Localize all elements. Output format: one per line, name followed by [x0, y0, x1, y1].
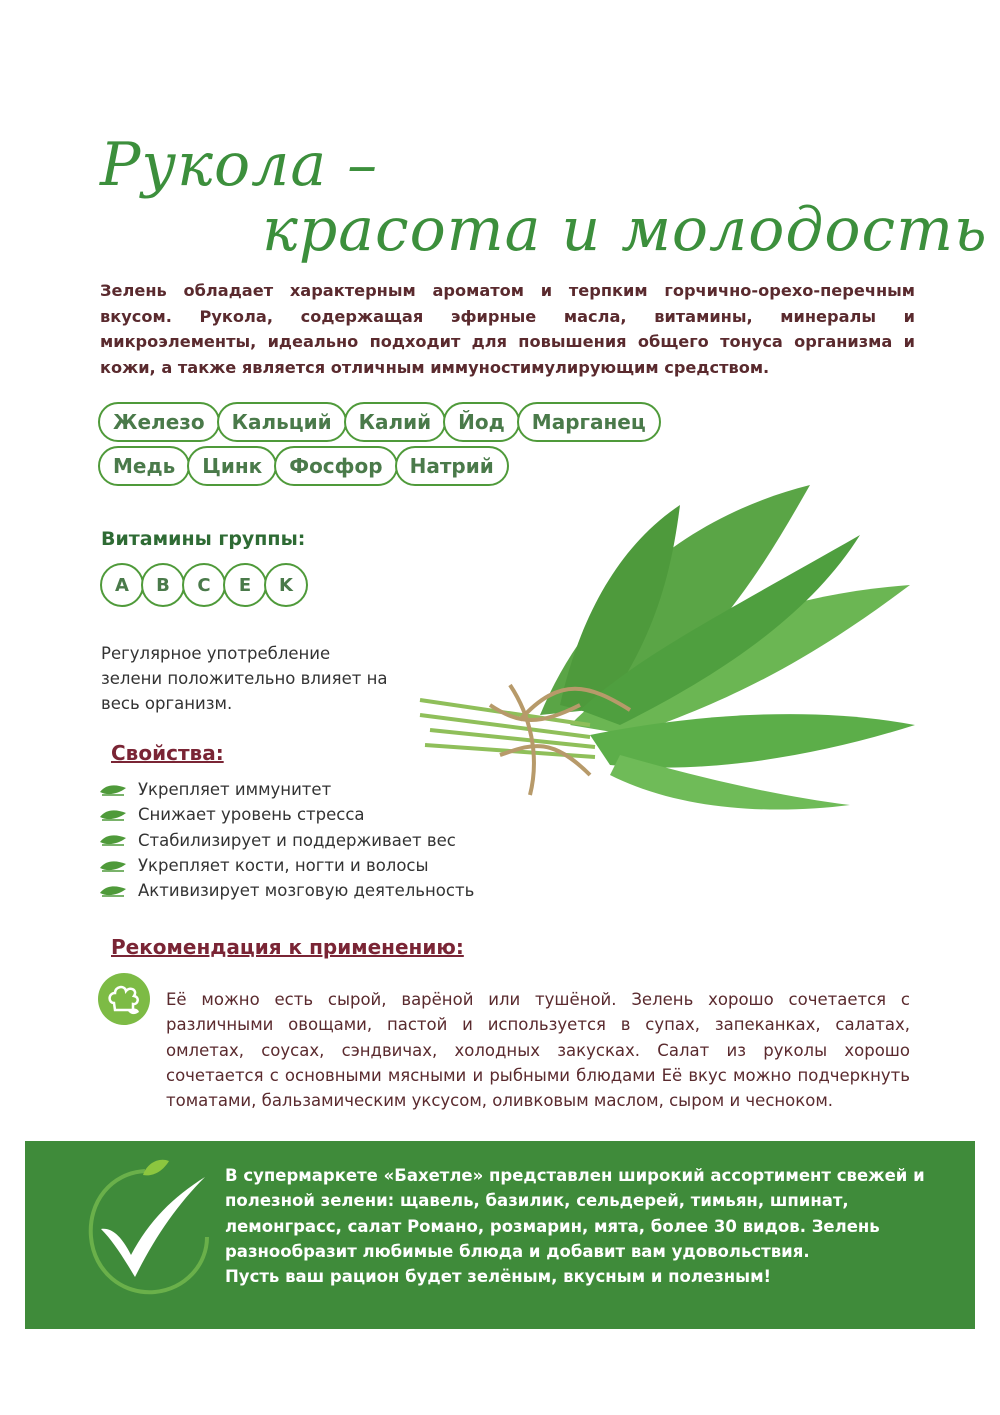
list-item	[98, 802, 474, 827]
leaf-icon	[98, 858, 128, 874]
list-item	[98, 853, 474, 878]
mineral-chip: Медь	[98, 446, 190, 486]
list-item	[98, 878, 474, 903]
leaf-icon	[98, 807, 128, 823]
vitamin-badge: C	[182, 563, 226, 607]
promo-line: лемонграсс, салат Романо, розмарин, мята, более 30 видов. Зелень	[225, 1216, 880, 1236]
mineral-chip: Железо	[98, 402, 220, 442]
promo-text	[225, 1163, 925, 1289]
vitamin-badge: K	[264, 563, 308, 607]
checkmark-icon	[83, 1157, 213, 1297]
list-item	[98, 828, 474, 853]
leaf-icon	[98, 832, 128, 848]
regular-use-text: Регулярное употребление зелени положительно влияет на весь организм.	[101, 644, 388, 713]
vitamin-badge: A	[100, 563, 144, 607]
arugula-bunch-image	[390, 475, 930, 820]
vitamins-group	[100, 563, 305, 607]
properties-heading: Свойства:	[111, 741, 224, 765]
vitamin-badge: E	[223, 563, 267, 607]
leaf-icon	[98, 883, 128, 899]
properties-list	[98, 777, 474, 903]
chef-hat-glyph	[98, 973, 150, 1025]
property-text: Стабилизирует и поддерживает вес	[138, 830, 456, 850]
recommendation-text: Её можно есть сырой, варёной или тушёной. Зелень хорошо сочетается с различными овощами, пастой и используется в супах, запеканках, салатах, омлетах, соусах, сэндвичах, холодных закусках. Салат из руколы хорошо сочетается с основными мясными и рыбными блюдами Её вкус можно подчеркнуть томатами, бальзамическим уксусом, оливковым маслом, сыром и чесноком.	[166, 990, 910, 1111]
page-title-line-1: Рукола –	[100, 130, 379, 200]
promo-line: Пусть ваш рацион будет зелёным, вкусным и полезным!	[225, 1267, 772, 1287]
mineral-chip: Цинк	[187, 446, 277, 486]
recommendation-heading: Рекомендация к применению:	[111, 935, 464, 959]
vitamin-badge: B	[141, 563, 185, 607]
property-text: Укрепляет кости, ногти и волосы	[138, 856, 429, 876]
promo-banner	[25, 1141, 975, 1329]
mineral-chip: Йод	[443, 402, 520, 442]
property-text: Снижает уровень стресса	[138, 805, 365, 825]
mineral-chip: Калий	[344, 402, 447, 442]
promo-line: В супермаркете «Бахетле» представлен широкий ассортимент свежей и	[225, 1166, 925, 1185]
property-text: Активизирует мозговую деятельность	[138, 881, 475, 901]
list-item	[98, 777, 474, 802]
page-title-line-2: красота и молодость	[262, 195, 988, 265]
property-text: Укрепляет иммунитет	[138, 780, 332, 800]
leaf-icon	[98, 782, 128, 798]
chef-hat-icon	[98, 973, 150, 1025]
mineral-chip: Фосфор	[274, 446, 397, 486]
mineral-chip: Натрий	[395, 446, 509, 486]
promo-line: разнообразит любимые блюда и добавит вам удовольствия.	[225, 1241, 810, 1261]
mineral-chip: Кальций	[217, 402, 347, 442]
intro-paragraph: Зелень обладает характерным ароматом и терпким горчично-орехо-перечным вкусом. Рукола, содержащая эфирные масла, витамины, минералы и микроэлементы, идеально подходит для повышения общего тонуса организма и кожи, а также является отличным иммуностимулирующим средством.	[100, 281, 915, 377]
minerals-row-1	[98, 402, 658, 442]
mineral-chip: Марганец	[517, 402, 661, 442]
vitamins-heading: Витамины группы:	[101, 528, 306, 550]
promo-line: полезной зелени: щавель, базилик, сельдерей, тимьян, шпинат,	[225, 1191, 849, 1211]
